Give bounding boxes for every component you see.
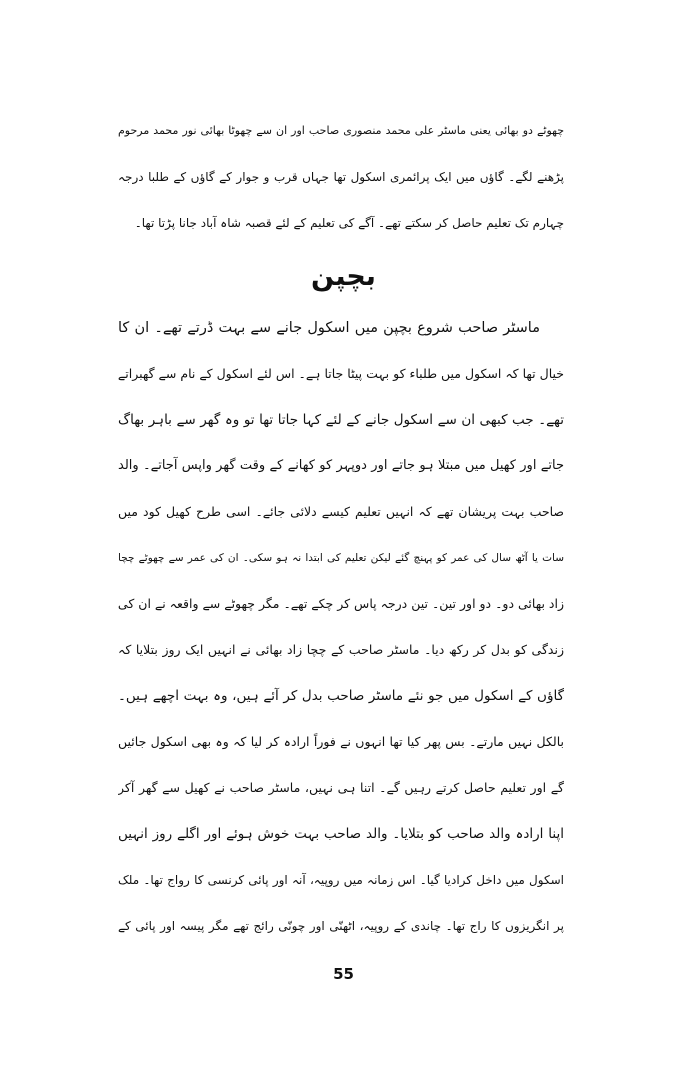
text-line: گے اور تعلیم حاصل کرتے رہیں گے۔ اتنا ہی نہیں، ماسٹر صاحب نے کھیل سے گھر آکر bbox=[118, 780, 564, 795]
text-line: پڑھنے لگے۔ گاؤں میں ایک پرائمری اسکول تھا جہاں قرب و جوار کے گاؤں کے طلبا درجہ bbox=[118, 170, 564, 184]
text-line: ماسٹر صاحب شروع بچپن میں اسکول جانے سے بہت ڈرتے تھے۔ ان کا bbox=[118, 320, 540, 336]
text-line: چہارم تک تعلیم حاصل کر سکتے تھے۔ آگے کی تعلیم کے لئے قصبہ شاہ آباد جانا پڑتا تھا۔ bbox=[134, 216, 564, 230]
text-line: چھوٹے دو بھائی یعنی ماسٹر علی محمد منصوری صاحب اور ان سے چھوٹا بھائی نور محمد مرحوم bbox=[118, 124, 564, 137]
section-heading: بچپن bbox=[311, 261, 376, 292]
text-line: جاتے اور کھیل میں مبتلا ہو جاتے اور دوپہر کو کھانے کے وقت گھر واپس آجاتے۔ والد bbox=[118, 458, 564, 473]
text-line: زندگی کو بدل کر رکھ دیا۔ ماسٹر صاحب کے چچا زاد بھائی نے انہیں ایک روز بتلایا کہ bbox=[118, 642, 564, 657]
page-number: 55 bbox=[333, 965, 354, 983]
text-line: تھے۔ جب کبھی ان سے اسکول جانے کے لئے کہا جاتا تھا تو وہ گھر سے باہر بھاگ bbox=[118, 412, 564, 428]
text-line: خیال تھا کہ اسکول میں طلباء کو بہت پیٹا جاتا ہے۔ اس لئے اسکول کے نام سے گھبراتے bbox=[118, 366, 564, 381]
text-line: اسکول میں داخل کرادیا گیا۔ اس زمانہ میں روپیہ، آنہ اور پائی کرنسی کا رواج تھا۔ ملک bbox=[118, 873, 564, 887]
text-line: صاحب بہت پریشان تھے کہ انہیں تعلیم کیسے دلائی جائے۔ اسی طرح کھیل کود میں bbox=[118, 504, 564, 519]
text-line: زاد بھائی دو۔ دو اور تین۔ تین درجہ پاس کر چکے تھے۔ مگر چھوٹے سے واقعہ نے ان کی bbox=[118, 596, 564, 611]
text-line: اپنا ارادہ والد صاحب کو بتلایا۔ والد صاحب بہت خوش ہوئے اور اگلے روز انہیں bbox=[118, 826, 564, 842]
text-line: پر انگریزوں کا راج تھا۔ چاندی کے روپیہ، اٹھنّی اور چونّی رائج تھے مگر پیسہ اور پائی کے bbox=[118, 919, 564, 933]
text-line: بالکل نہیں مارتے۔ بس پھر کیا تھا انہوں نے فوراً ارادہ کر لیا کہ وہ بھی اسکول جائیں bbox=[118, 734, 564, 749]
opening-paragraph bbox=[118, 108, 564, 246]
text-line: گاؤں کے اسکول میں جو نئے ماسٹر صاحب بدل کر آئے ہیں، وہ بہت اچھے ہیں۔ bbox=[118, 688, 564, 704]
main-paragraph bbox=[118, 305, 564, 949]
text-line: سات یا آٹھ سال کی عمر کو پہنچ گئے لیکن تعلیم کی ابتدا نہ ہو سکی۔ ان کی عمر سے چھوٹے چچا bbox=[118, 552, 564, 564]
